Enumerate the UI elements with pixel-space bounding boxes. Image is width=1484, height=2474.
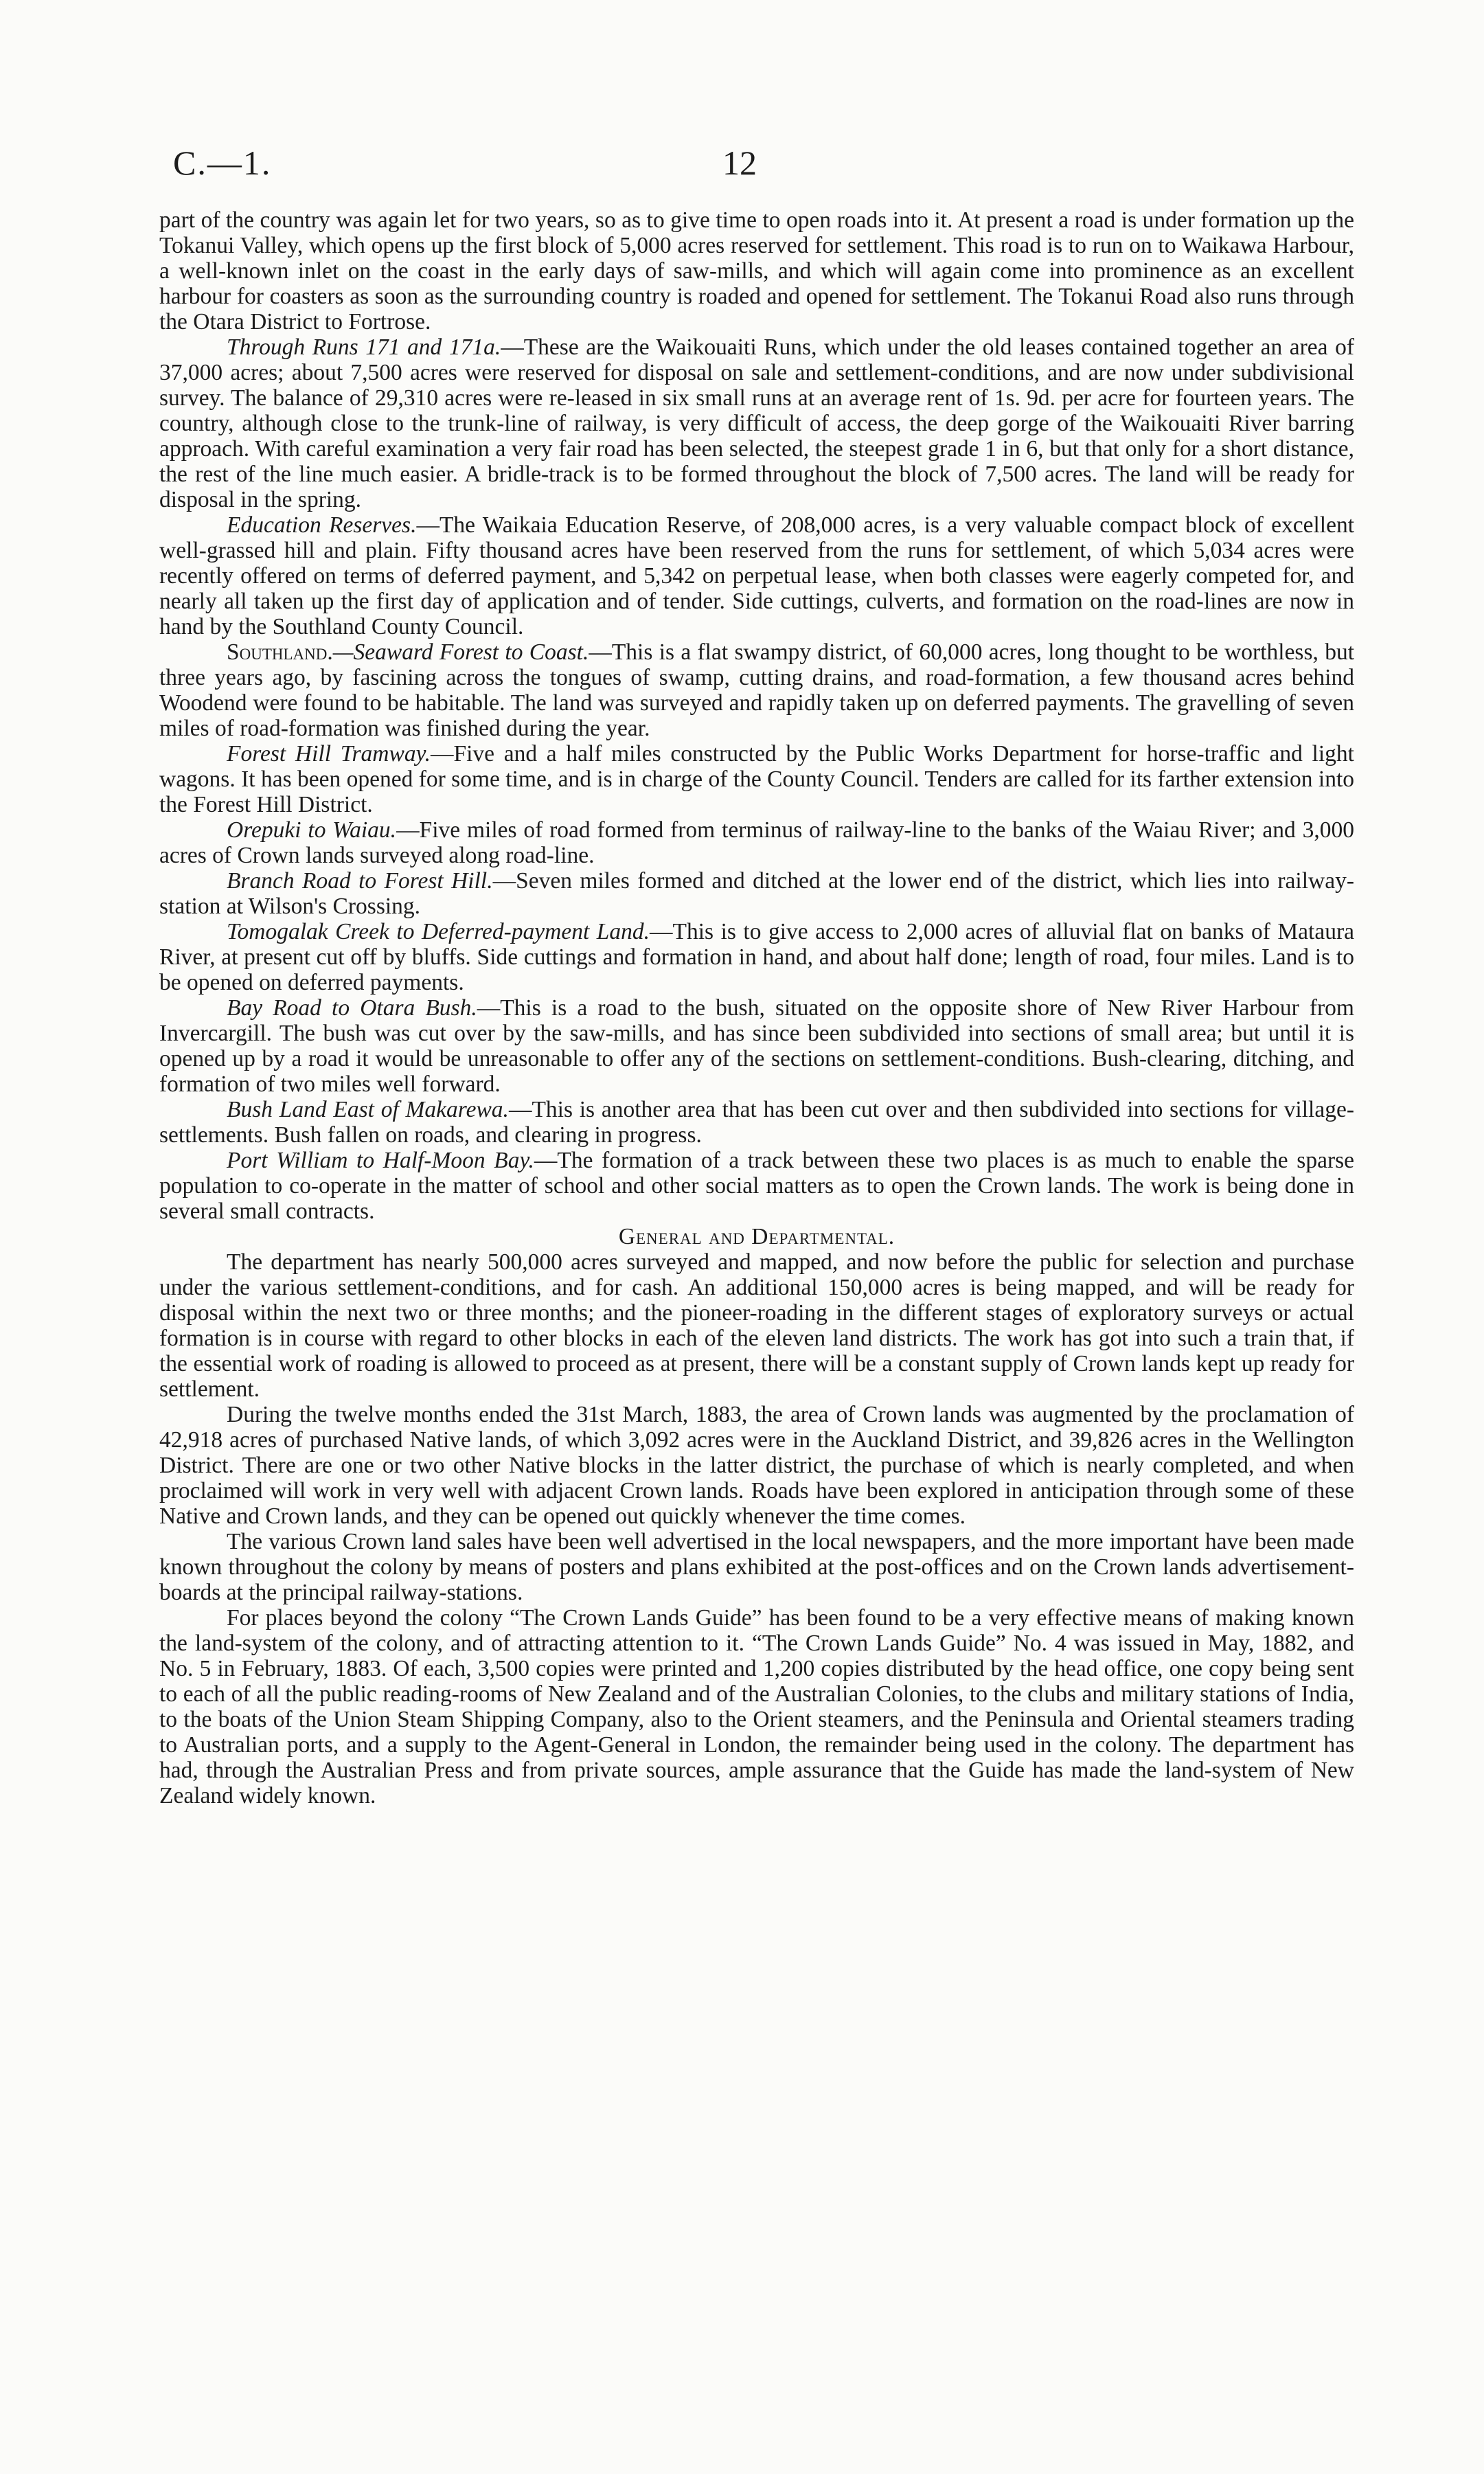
paragraph-education-reserves (159, 512, 1354, 639)
paragraph-port-william (159, 1148, 1354, 1224)
paragraph-heading: Education Reserves. (227, 512, 417, 538)
page-number: 12 (722, 144, 757, 182)
paragraph-bay-road (159, 995, 1354, 1097)
paragraph-heading: Through Runs 171 and 171a. (227, 334, 501, 360)
paragraph-heading: —Seaward Forest to Coast. (332, 639, 589, 665)
paragraph-heading: Orepuki to Waiau. (227, 817, 397, 843)
paragraph-general-2: During the twelve months ended the 31st March, 1883, the area of Crown lands was augmented by the proclamation of 42,918 acres of purchased Native lands, of which 3,092 acres were in the Auckland District, and 39,826 acres in the Wellington District. There are one or two other Native blocks in the latter district, the purchase of which is nearly completed, and when proclaimed will work in very well with adjacent Crown lands. Roads have been explored in anticipation through some of these Native and Crown lands, and they can be opened out quickly whenever the time comes. (159, 1402, 1354, 1529)
paragraph-tomogalak-creek (159, 919, 1354, 995)
paragraph-text: —Five and a half miles constructed by the Public Works Department for horse-traffic and light wagons. It has been opened for some time, and is in charge of the County Council. Tenders are called for its farther extension into the Forest Hill District. (159, 741, 1354, 817)
paragraph-heading: Bush Land East of Makarewa. (227, 1097, 509, 1122)
paragraph-text: —Seven miles formed and ditched at the lower end of the district, which lies into railway-station at Wilson's Crossing. (159, 868, 1354, 919)
paragraph-branch-road (159, 868, 1354, 919)
district-name: Southland. (227, 639, 333, 665)
paragraph-forest-hill-tramway (159, 741, 1354, 817)
paragraph-heading: Port William to Half-Moon Bay. (227, 1148, 534, 1173)
document-reference: C.—1. (173, 144, 272, 182)
paragraph-text: —This is to give access to 2,000 acres of alluvial flat on banks of Mataura River, at present cut off by bluffs. Side cuttings and formation in hand, and about half done; length of road, four miles. Land is to be opened on deferred payments. (159, 919, 1354, 995)
paragraph-heading: Tomogalak Creek to Deferred-payment Land. (227, 919, 650, 944)
paragraph-bush-land (159, 1097, 1354, 1148)
page-header (0, 143, 1484, 184)
section-heading: General and Departmental. (618, 1224, 895, 1249)
paragraph-text: part of the country was again let for two years, so as to give time to open roads into it. At present a road is under formation up the Tokanui Valley, which opens up the first block of 5,000 acres reserved for settlement. This road is to run on to Waikawa Harbour, a well-known inlet on the coast in the early days of saw-mills, and which will again come into prominence as an excellent harbour for coasters as soon as the surrounding country is roaded and opened for settlement. The Tokanui Road also runs through the Otara District to Fortrose. (159, 207, 1354, 334)
paragraph-text: —This is a flat swampy district, of 60,000 acres, long thought to be worthless, but three years ago, by fascining across the tongues of swamp, cutting drains, and road-formation, a few thousand acres behind Woodend were found to be habitable. The land was surveyed and rapidly taken up on deferred payments. The gravelling of seven miles of road-formation was finished during the year. (159, 639, 1354, 741)
paragraph-general-1: The department has nearly 500,000 acres surveyed and mapped, and now before the public for selection and purchase under the various settlement-conditions, and for cash. An additional 150,000 acres is being mapped, and will be ready for disposal within the next two or three months; and the pioneer-roading in the different stages of exploratory surveys or actual formation is in course with regard to other blocks in each of the eleven land districts. The work has got into such a train that, if the essential work of roading is allowed to proceed as at present, there will be a constant supply of Crown lands kept up ready for settlement. (159, 1249, 1354, 1402)
paragraph-text: —Five miles of road formed from terminus of railway-line to the banks of the Waiau River; and 3,000 acres of Crown lands surveyed along road-line. (159, 817, 1354, 868)
paragraph-text: —This is another area that has been cut over and then subdivided into sections for village-settlements. Bush fallen on roads, and clearing in progress. (159, 1097, 1354, 1148)
paragraph-orepuki (159, 817, 1354, 868)
paragraph-through-runs (159, 334, 1354, 512)
paragraph-continuation (159, 207, 1354, 334)
paragraph-text: —The formation of a track between these two places is as much to enable the sparse population to co-operate in the matter of school and other social matters as to open the Crown lands. The work is being done in several small contracts. (159, 1148, 1355, 1224)
paragraph-heading: Bay Road to Otara Bush. (227, 995, 477, 1021)
paragraph-general-4: For places beyond the colony “The Crown Lands Guide” has been found to be a very effective means of making known the land-system of the colony, and of attracting attention to it. “The Crown Lands Guide” No. 4 was issued in May, 1882, and No. 5 in February, 1883. Of each, 3,500 copies were printed and 1,200 copies distributed by the head office, one copy being sent to each of all the public reading-rooms of New Zealand and of the Australian Colonies, to the clubs and military stations of India, to the boats of the Union Steam Shipping Company, also to the Orient steamers, and the Peninsula and Oriental steamers trading to Australian ports, and a supply to the Agent-General in London, the remainder being used in the colony. The department has had, through the Australian Press and from private sources, ample assurance that the Guide has made the land-system of New Zealand widely known. (159, 1605, 1354, 1808)
paragraph-text: —The Waikaia Education Reserve, of 208,000 acres, is a very valuable compact block of excellent well-grassed hill and plain. Fifty thousand acres have been reserved from the runs for settlement, of which 5,034 acres were recently offered on terms of deferred payment, and 5,342 on perpetual lease, when both classes were eagerly competed for, and nearly all taken up the first day of application and of tender. Side cuttings, culverts, and formation on the road-lines are now in hand by the Southland County Council. (159, 512, 1354, 639)
paragraph-heading: Forest Hill Tramway. (227, 741, 431, 767)
paragraph-text: —This is a road to the bush, situated on the opposite shore of New River Harbour from Invercargill. The bush was cut over by the saw-mills, and has since been subdivided into sections of small area; but until it is opened up by a road it would be unreasonable to offer any of the sections on settlement-conditions. Bush-clearing, ditching, and formation of two miles well forward. (159, 995, 1354, 1097)
paragraph-general-3: The various Crown land sales have been well advertised in the local newspapers, and the more important have been made known throughout the colony by means of posters and plans exhibited at the post-offices and on the Crown lands advertisement-boards at the principal railway-stations. (159, 1529, 1354, 1605)
paragraph-text: —These are the Waikouaiti Runs, which under the old leases contained together an area of 37,000 acres; about 7,500 acres were reserved for disposal on sale and settlement-conditions, and are now under subdivisional survey. The balance of 29,310 acres were re-leased in six small runs at an average rent of 1s. 9d. per acre for fourteen years. The country, although close to the trunk-line of railway, is very difficult of access, the deep gorge of the Waikouaiti River barring approach. With careful examination a very fair road has been selected, the steepest grade 1 in 6, but that only for a short distance, the rest of the line much easier. A bridle-track is to be formed throughout the block of 7,500 acres. The land will be ready for disposal in the spring. (159, 334, 1354, 512)
paragraph-heading: Branch Road to Forest Hill. (227, 868, 493, 894)
body-text (159, 207, 1354, 1808)
paragraph-southland (159, 639, 1354, 741)
